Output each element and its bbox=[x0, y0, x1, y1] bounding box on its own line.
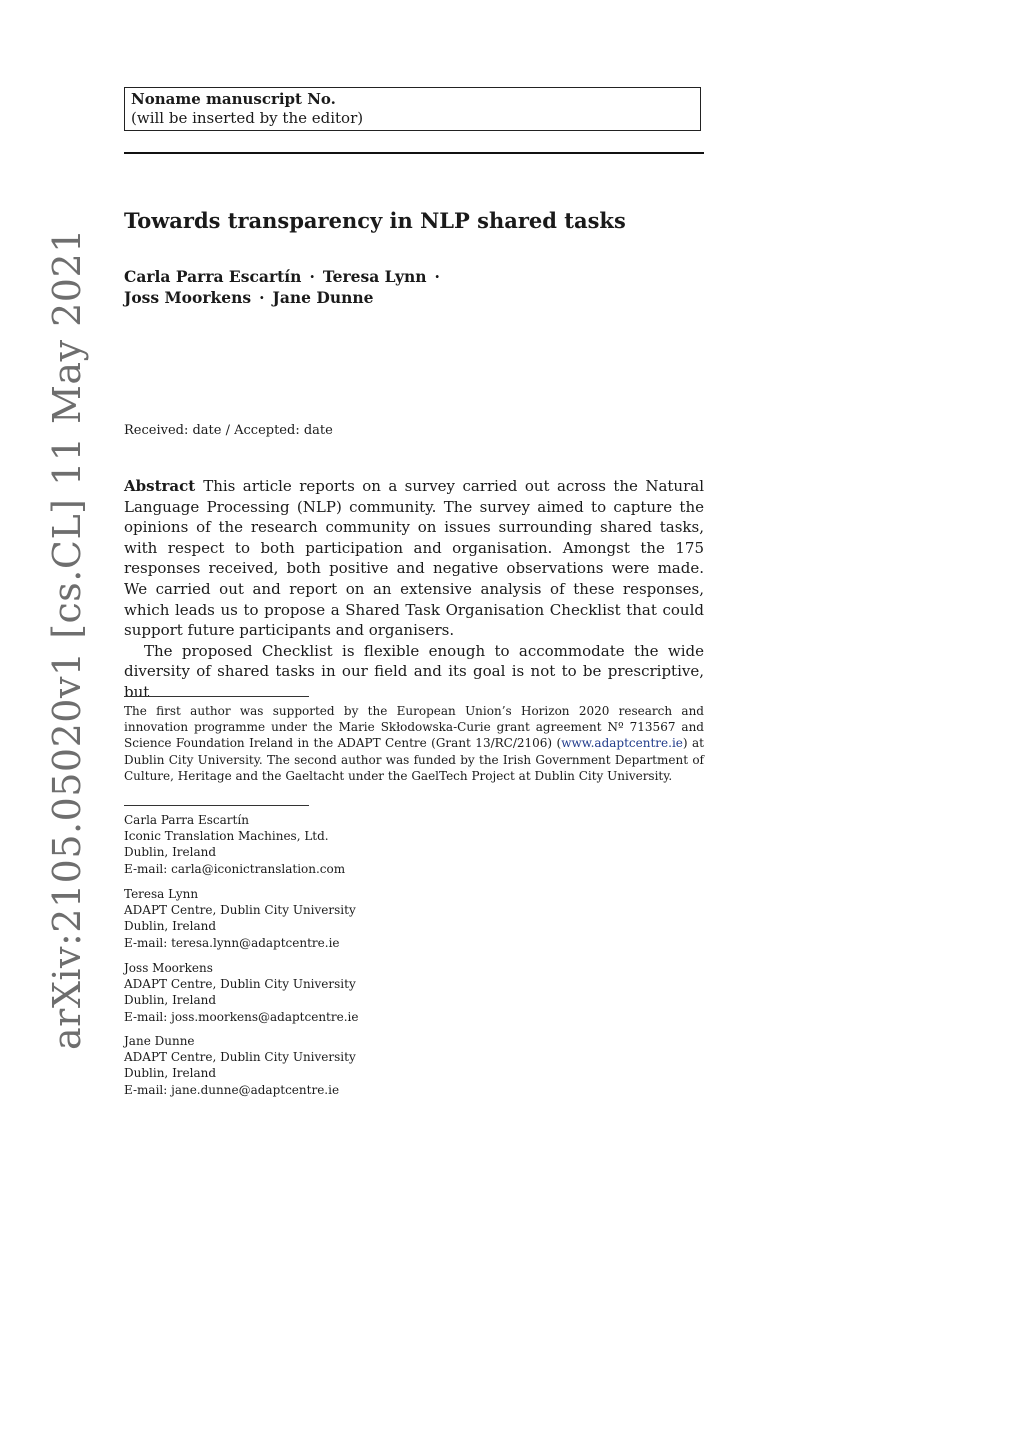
abstract-paragraph: The proposed Checklist is flexible enough to accommodate the wide diversity of shared tasks in our field and its goal is not to be prescriptive, but bbox=[124, 641, 704, 701]
footnote-rule bbox=[124, 696, 309, 697]
affiliation-city: Dublin, Ireland bbox=[124, 845, 217, 860]
manuscript-number-box bbox=[124, 87, 701, 131]
footnote-text: ) at Dublin City University. The second author was funded by the Irish Government Department of Culture, Heritage and the Gaeltacht under the GaelTech Project at Dublin City University. bbox=[124, 736, 704, 783]
affiliation-block bbox=[124, 886, 356, 951]
footnote-text: The first author was supported by the European Union’s Horizon 2020 research and innovation programme under the Marie Skłodowska-Curie grant agreement Nº 713567 and Science Foundation Ireland in the ADAPT Centre (Grant 13/RC/2106) ( bbox=[124, 704, 704, 751]
received-accepted-date: Received: date / Accepted: date bbox=[124, 423, 333, 438]
affiliation-name: Joss Moorkens bbox=[124, 961, 213, 975]
author-name: Carla Parra Escartín bbox=[124, 267, 302, 286]
author-name: Joss Moorkens bbox=[124, 288, 252, 307]
author-separator: · bbox=[259, 288, 265, 307]
header-rule bbox=[124, 152, 704, 154]
affiliation-email[interactable]: E-mail: carla@iconictranslation.com bbox=[124, 861, 346, 876]
abstract-paragraph: This article reports on a survey carried out across the Natural Language Processing (NLP) community. The survey aimed to capture the opinions of the research community on issues surrounding shared tasks, with respect to both participation and organisation. Amongst the 175 responses received, both positive and negative observations were made. We carried out and report on an extensive analysis of these responses, which leads us to propose a Shared Task Organisation Checklist that could support future participants and organisers. bbox=[124, 477, 704, 640]
author-separator: · bbox=[434, 267, 440, 286]
affiliation-city: Dublin, Ireland bbox=[124, 1066, 217, 1081]
affiliation-city: Dublin, Ireland bbox=[124, 993, 217, 1008]
affiliation-rule bbox=[124, 805, 309, 806]
funding-footnote bbox=[124, 703, 704, 784]
affiliation-block bbox=[124, 812, 345, 877]
affiliation-block bbox=[124, 1033, 356, 1098]
affiliation-email[interactable]: E-mail: joss.moorkens@adaptcentre.ie bbox=[124, 1009, 359, 1024]
paper-title: Towards transparency in NLP shared tasks bbox=[124, 208, 626, 233]
affiliation-org: ADAPT Centre, Dublin City University bbox=[124, 977, 356, 992]
author-name: Teresa Lynn bbox=[322, 267, 427, 286]
affiliation-email[interactable]: E-mail: jane.dunne@adaptcentre.ie bbox=[124, 1082, 340, 1097]
arxiv-stamp: arXiv:2105.05020v1 [cs.CL] 11 May 2021 bbox=[45, 228, 89, 1050]
affiliation-email[interactable]: E-mail: teresa.lynn@adaptcentre.ie bbox=[124, 935, 340, 950]
abstract-section bbox=[124, 476, 704, 703]
affiliation-block bbox=[124, 960, 358, 1025]
affiliation-org: ADAPT Centre, Dublin City University bbox=[124, 903, 356, 918]
affiliation-city: Dublin, Ireland bbox=[124, 919, 217, 934]
author-separator: · bbox=[309, 267, 315, 286]
author-name: Jane Dunne bbox=[272, 288, 374, 307]
affiliation-org: Iconic Translation Machines, Ltd. bbox=[124, 829, 329, 844]
author-list bbox=[124, 266, 448, 308]
affiliation-name: Jane Dunne bbox=[124, 1034, 195, 1048]
abstract-label: Abstract bbox=[124, 477, 196, 495]
affiliation-name: Carla Parra Escartín bbox=[124, 813, 249, 827]
adapt-centre-link[interactable]: www.adaptcentre.ie bbox=[561, 736, 683, 751]
affiliation-name: Teresa Lynn bbox=[124, 887, 199, 901]
manuscript-number-label: Noname manuscript No. bbox=[131, 90, 336, 108]
editor-note: (will be inserted by the editor) bbox=[131, 109, 364, 127]
affiliation-org: ADAPT Centre, Dublin City University bbox=[124, 1050, 356, 1065]
